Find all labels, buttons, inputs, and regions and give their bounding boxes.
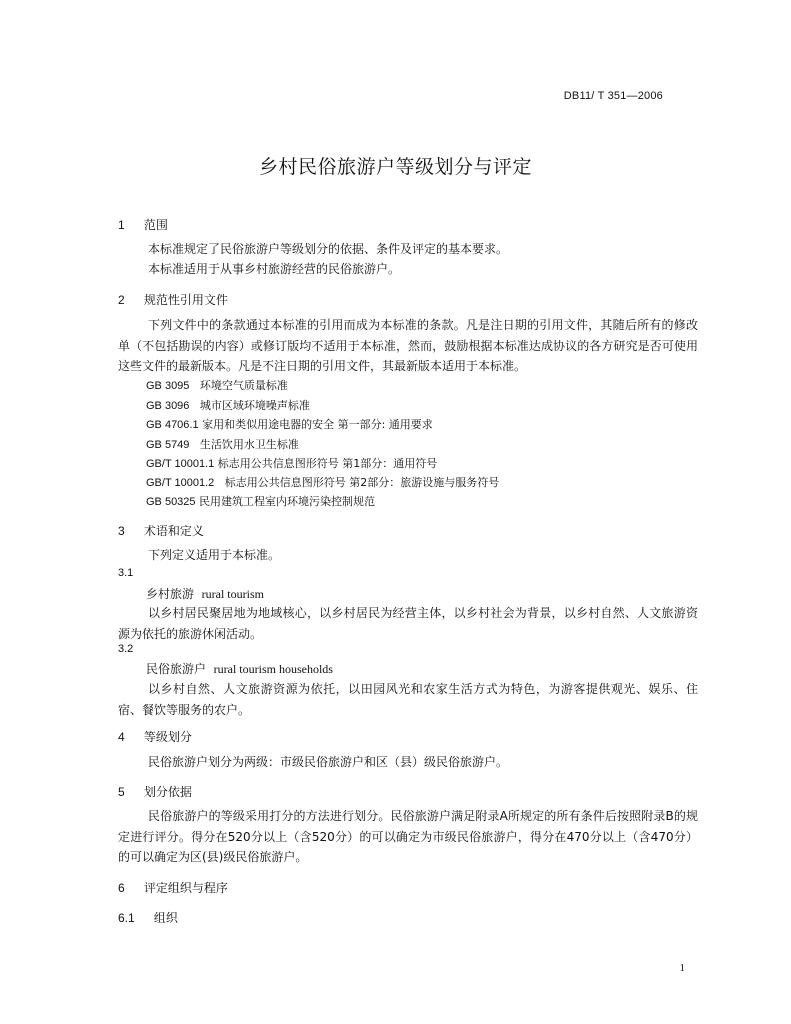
paragraph: 下列文件中的条款通过本标准的引用而成为本标准的条款。凡是注日期的引用文件，其随后所有的修改单（不包括勘误的内容）或修订版均不适用于本标准，然而，鼓励根据本标准达成协议的各方研究是否可使用这些文件的最新版本。凡是不注日期的引用文件，其最新版本适用于本标准。	[118, 318, 698, 373]
subsection-6-1-heading	[118, 909, 178, 926]
reference-title: 标志用公共信息图形符号 第2部分：旅游设施与服务符号	[224, 476, 500, 489]
reference-code: GB/T 10001.2	[146, 477, 215, 489]
reference-item	[146, 397, 310, 413]
section-title: 等级划分	[143, 730, 192, 744]
subsection-title: 组织	[153, 911, 178, 925]
term-entry	[146, 585, 264, 602]
reference-item	[146, 474, 499, 490]
reference-code: GB 5749	[146, 439, 190, 451]
paragraph: 本标准规定了民俗旅游户等级划分的依据、条件及评定的基本要求。	[148, 242, 509, 256]
document-number: DB11/ T 351—2006	[563, 90, 663, 102]
page-title: 乡村民俗旅游户等级划分与评定	[258, 156, 532, 178]
term-definition: 以乡村自然、人文旅游资源为依托，以田园风光和农家生活方式为特色，为游客提供观光、娱乐、住宿、餐饮等服务的农户。	[118, 682, 698, 717]
reference-title: 城市区域环境噪声标准	[199, 399, 310, 412]
section-number: 6	[118, 881, 125, 895]
section-number: 1	[118, 218, 125, 232]
reference-code: GB 3096	[146, 400, 190, 412]
paragraph: 本标准适用于从事乡村旅游经营的民俗旅游户。	[148, 262, 401, 276]
section-3-heading	[118, 522, 204, 539]
reference-title: 生活饮用水卫生标准	[199, 438, 299, 451]
reference-code: GB/T 10001.1	[146, 458, 215, 470]
reference-title: 民用建筑工程室内环境污染控制规范	[199, 495, 376, 508]
clause-number: 3.2	[118, 643, 134, 655]
term-english: rural tourism	[201, 587, 264, 601]
reference-title: 家用和类似用途电器的安全 第一部分: 通用要求	[202, 418, 433, 431]
section-number: 2	[118, 293, 125, 307]
section-title: 术语和定义	[143, 524, 204, 538]
section-1-heading	[118, 216, 168, 233]
reference-code: GB 3095	[146, 380, 190, 392]
term-entry	[146, 660, 333, 677]
term-name: 民俗旅游户	[146, 662, 207, 676]
reference-item	[146, 493, 375, 509]
paragraph: 民俗旅游户的等级采用打分的方法进行划分。民俗旅游户满足附录A所规定的所有条件后按照附录B的规定进行评分。得分在520分以上（含520分）的可以确定为市级民俗旅游户，得分在470分以上（含470分）的可以确定为区(县)级民俗旅游户。	[118, 809, 698, 864]
term-definition: 以乡村居民聚居地为地域核心，以乡村居民为经营主体，以乡村社会为背景，以乡村自然、人文旅游资源为依托的旅游休闲活动。	[118, 606, 698, 641]
term-english: rural tourism households	[213, 662, 333, 676]
section-number: 4	[118, 730, 125, 744]
reference-title: 环境空气质量标准	[199, 379, 288, 392]
reference-code: GB 50325	[146, 496, 196, 508]
section-4-heading	[118, 728, 192, 745]
reference-item	[146, 436, 299, 452]
reference-item	[146, 416, 433, 432]
section-2-heading	[118, 291, 228, 308]
section-title: 评定组织与程序	[143, 881, 228, 895]
paragraph: 民俗旅游户划分为两级：市级民俗旅游户和区（县）级民俗旅游户。	[148, 755, 509, 769]
reference-item	[146, 377, 288, 393]
section-5-heading	[118, 783, 192, 800]
page-number: 1	[679, 962, 685, 974]
paragraph: 下列定义适用于本标准。	[148, 548, 281, 562]
reference-item	[146, 455, 437, 471]
clause-number: 3.1	[118, 567, 134, 579]
section-6-heading	[118, 879, 228, 896]
subsection-number: 6.1	[118, 911, 135, 925]
section-title: 划分依据	[143, 785, 192, 799]
reference-code: GB 4706.1	[146, 419, 199, 431]
term-name: 乡村旅游	[146, 587, 195, 601]
section-title: 范围	[143, 218, 168, 232]
reference-title: 标志用公共信息图形符号 第1部分：通用符号	[217, 457, 438, 470]
section-title: 规范性引用文件	[143, 293, 228, 307]
section-number: 3	[118, 524, 125, 538]
section-number: 5	[118, 785, 125, 799]
